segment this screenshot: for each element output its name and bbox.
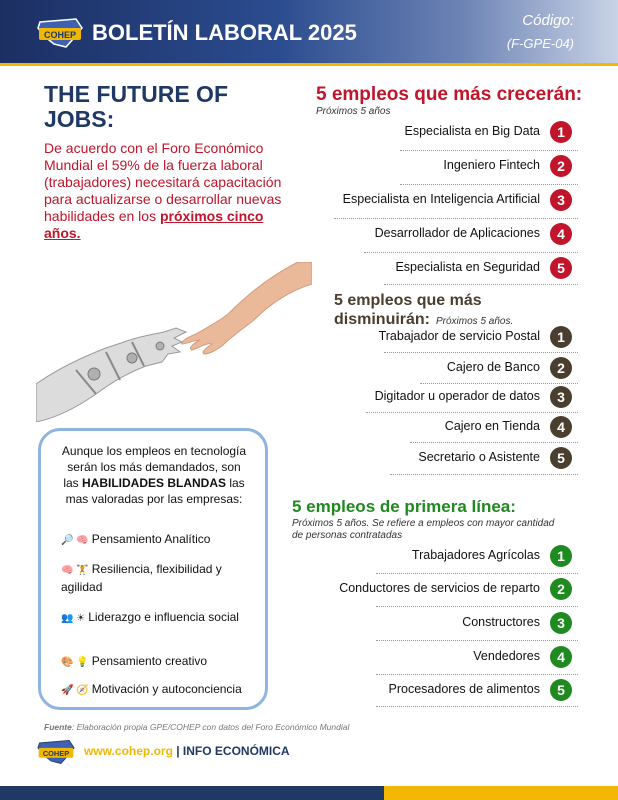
rank-badge: 5 [550, 679, 572, 701]
job-label: Cajero de Banco [446, 360, 540, 374]
rank-badge: 1 [550, 326, 572, 348]
palette-bulb-icon: 🎨 💡 [61, 657, 89, 668]
skill-analytical-thinking [61, 531, 261, 549]
soft-skills-highlight: HABILIDADES BLANDAS [82, 476, 226, 490]
rank-badge: 3 [550, 612, 572, 634]
rank-badge: 5 [550, 447, 572, 469]
source-text: : Elaboración propia GPE/COHEP con datos del Foro Económico Mundial [71, 722, 350, 732]
intro-text-emphasis: próximos cinco años. [44, 208, 264, 241]
dotted-divider [376, 706, 578, 707]
growing-job-row [300, 257, 572, 279]
dotted-divider [384, 352, 578, 353]
rank-badge: 3 [550, 386, 572, 408]
soft-skills-box [38, 428, 268, 710]
dotted-divider [400, 150, 578, 151]
job-label: Conductores de servicios de reparto [339, 581, 540, 595]
bottom-yellow-bar [384, 786, 618, 800]
growing-jobs-title: 5 empleos que más crecerán: [316, 84, 583, 105]
code-value: (F-GPE-04) [506, 36, 574, 51]
job-label: Procesadores de alimentos [388, 682, 540, 696]
dotted-divider [410, 442, 578, 443]
soft-skills-intro-after: las mas valoradas por las empresas: [65, 476, 245, 506]
source-label: Fuente [44, 722, 72, 732]
frontline-job-row [300, 612, 572, 634]
job-label: Trabajadores Agrícolas [411, 548, 540, 562]
footer-text [84, 744, 290, 758]
intro-text [44, 140, 294, 242]
job-label: Digitador u operador de datos [374, 389, 540, 403]
declining-jobs-subtitle: Próximos 5 años. [436, 316, 514, 327]
code-label: Código: [522, 12, 574, 29]
job-label: Especialista en Seguridad [395, 260, 540, 274]
declining-job-row [300, 357, 572, 379]
rank-badge: 2 [550, 155, 572, 177]
growing-job-row [300, 121, 572, 143]
robot-human-hands-image [36, 262, 312, 422]
dotted-divider [376, 674, 578, 675]
soft-skills-intro [59, 443, 249, 507]
skill-resilience [61, 561, 261, 595]
dotted-divider [366, 412, 578, 413]
future-of-jobs-title: THE FUTURE OF JOBS: [44, 81, 228, 132]
frontline-job-row [300, 679, 572, 701]
people-sun-icon: 👥 ☀ [61, 613, 86, 624]
soft-skills-intro-before: Aunque los empleos en tecnología serán los más demandados, son las [61, 444, 247, 490]
skill-label: Resiliencia, flexibilidad y agilidad [61, 562, 222, 594]
growing-job-row [300, 189, 572, 211]
frontline-jobs-title: 5 empleos de primera línea: [292, 497, 516, 516]
rocket-compass-icon: 🚀 🧭 [61, 685, 89, 696]
rank-badge: 5 [550, 257, 572, 279]
declining-jobs-title-line1: 5 empleos que más [334, 292, 482, 309]
skill-label: Pensamiento Analítico [91, 532, 211, 546]
skill-creative-thinking [61, 653, 261, 671]
dotted-divider [376, 640, 578, 641]
declining-job-row [300, 416, 572, 438]
dotted-divider [390, 474, 578, 475]
dotted-divider [420, 383, 578, 384]
growing-jobs-subtitle: Próximos 5 años [316, 106, 391, 117]
source-note [44, 722, 349, 732]
frontline-jobs-subtitle: Próximos 5 años. Se refiere a empleos con mayor cantidad de personas contratadas [292, 518, 555, 541]
footer-section: | INFO ECONÓMICA [172, 744, 290, 758]
rank-badge: 4 [550, 646, 572, 668]
growing-job-row [300, 223, 572, 245]
job-label: Trabajador de servicio Postal [378, 329, 540, 343]
skill-motivation [61, 681, 261, 699]
declining-job-row [300, 386, 572, 408]
job-label: Especialista en Big Data [404, 124, 540, 138]
dotted-divider [364, 252, 578, 253]
skill-label: Liderazgo e influencia social [88, 610, 239, 624]
dotted-divider [376, 606, 578, 607]
dotted-divider [384, 284, 578, 285]
website-link[interactable]: www.cohep.org [84, 744, 173, 758]
skill-label: Pensamiento creativo [91, 654, 208, 668]
frontline-job-row [300, 646, 572, 668]
job-label: Constructores [462, 615, 540, 629]
declining-jobs-title-line2: disminuirán: [334, 311, 431, 328]
skill-leadership [61, 609, 261, 627]
job-label: Cajero en Tienda [444, 419, 540, 433]
growing-job-row [300, 155, 572, 177]
brain-weight-icon: 🧠 🏋 [61, 565, 89, 576]
bottom-color-bar [0, 786, 618, 800]
header-banner [0, 0, 618, 66]
magnifier-brain-icon: 🔎 🧠 [61, 535, 89, 546]
intro-text-body: De acuerdo con el Foro Económico Mundial el 59% de la fuerza laboral (trabajadores) necesitará capacitación para actualizarse o desarrollar nuevas habilidades en los [44, 140, 282, 224]
rank-badge: 1 [550, 545, 572, 567]
job-label: Desarrollador de Aplicaciones [374, 226, 540, 240]
declining-job-row [300, 447, 572, 469]
rank-badge: 3 [550, 189, 572, 211]
dotted-divider [376, 573, 578, 574]
dotted-divider [400, 184, 578, 185]
rank-badge: 4 [550, 416, 572, 438]
rank-badge: 4 [550, 223, 572, 245]
frontline-job-row [300, 578, 572, 600]
job-label: Especialista en Inteligencia Artificial [342, 192, 540, 206]
job-label: Secretario o Asistente [418, 450, 540, 464]
declining-job-row [300, 326, 572, 348]
dotted-divider [334, 218, 578, 219]
svg-text:COHEP: COHEP [42, 749, 70, 759]
cohep-logo [36, 16, 84, 50]
svg-text:COHEP: COHEP [43, 30, 77, 40]
rank-badge: 2 [550, 357, 572, 379]
job-label: Vendedores [473, 649, 540, 663]
frontline-job-row [300, 545, 572, 567]
skill-label: Motivación y autoconciencia [91, 682, 242, 696]
rank-badge: 1 [550, 121, 572, 143]
footer-cohep-logo [36, 738, 76, 766]
rank-badge: 2 [550, 578, 572, 600]
bulletin-title: BOLETÍN LABORAL 2025 [92, 20, 357, 45]
job-label: Ingeniero Fintech [443, 158, 540, 172]
